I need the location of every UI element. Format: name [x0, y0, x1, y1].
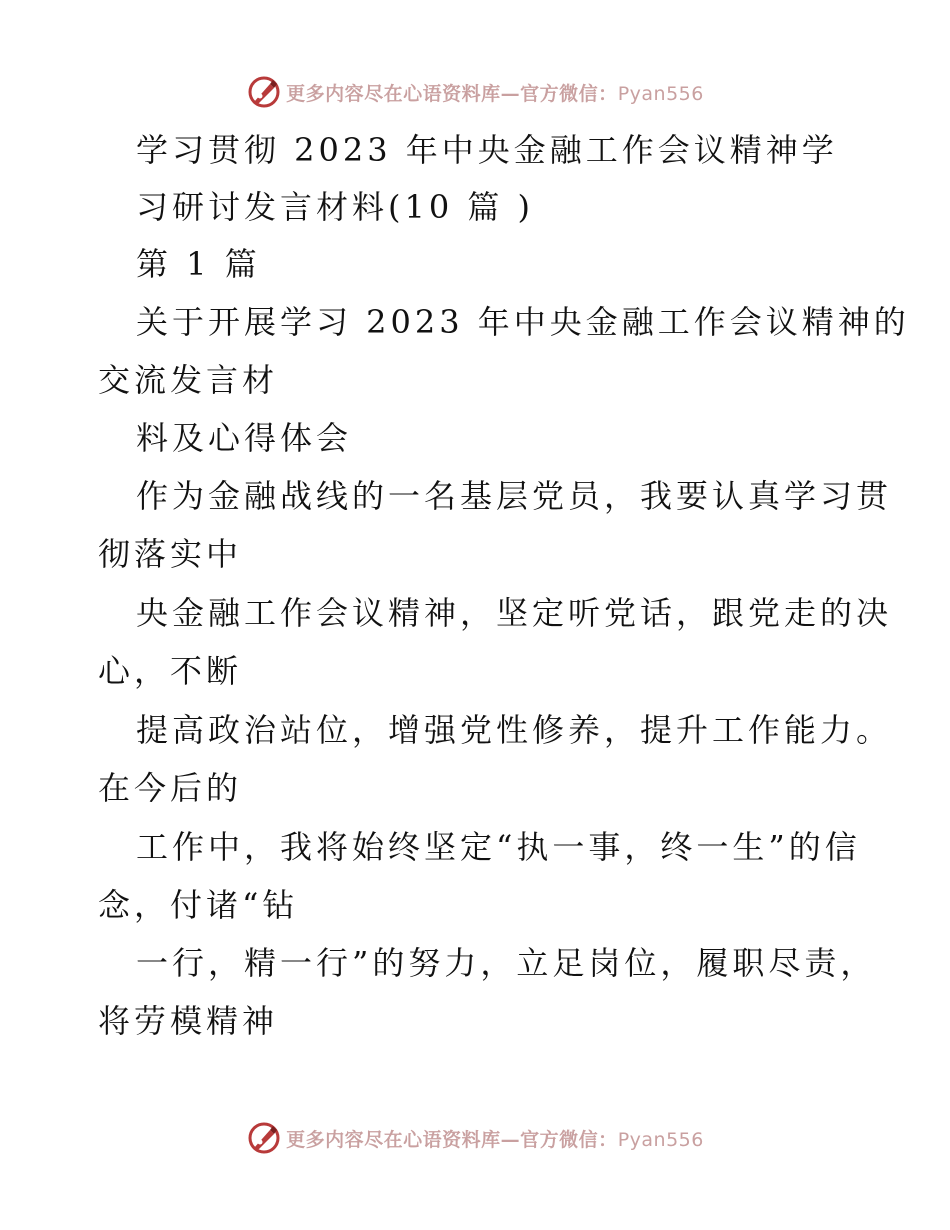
paragraph-line: 作为金融战线的一名基层党员，我要认真学习贯 [136, 477, 893, 515]
document-title-line-2: 习研讨发言材料(10 篇 ) [136, 188, 535, 226]
paragraph-line: 将劳模精神 [98, 1002, 279, 1040]
paragraph-line: 彻落实中 [98, 535, 243, 573]
watermark-text: 更多内容尽在心语资料库—官方微信：Pyan556 [286, 1128, 704, 1151]
footer-watermark [0, 1116, 950, 1160]
paragraph-line: 工作中，我将始终坚定“执一事，终一生”的信 [136, 828, 861, 866]
paragraph-line: 一行，精一行”的努力，立足岗位，履职尽责， [136, 944, 877, 982]
pen-logo-icon [246, 1120, 282, 1156]
paragraph-line: 央金融工作会议精神，坚定听党话，跟党走的决 [136, 594, 893, 632]
paragraph-line: 料及心得体会 [136, 419, 353, 457]
paragraph-line: 在今后的 [98, 769, 243, 807]
pen-logo-icon [246, 74, 282, 110]
paragraph-line: 交流发言材 [98, 361, 279, 399]
watermark-text: 更多内容尽在心语资料库—官方微信：Pyan556 [286, 82, 704, 105]
paragraph-line: 关于开展学习 2023 年中央金融工作会议精神的 [136, 303, 910, 341]
paragraph-line: 念，付诸“钻 [98, 886, 299, 924]
document-title-line-1: 学习贯彻 2023 年中央金融工作会议精神学 [136, 131, 838, 169]
paragraph-line: 心，不断 [98, 652, 243, 690]
paragraph-line: 提高政治站位，增强党性修养，提升工作能力。 [136, 711, 893, 749]
section-heading: 第 1 篇 [136, 245, 261, 283]
header-watermark [0, 70, 950, 114]
